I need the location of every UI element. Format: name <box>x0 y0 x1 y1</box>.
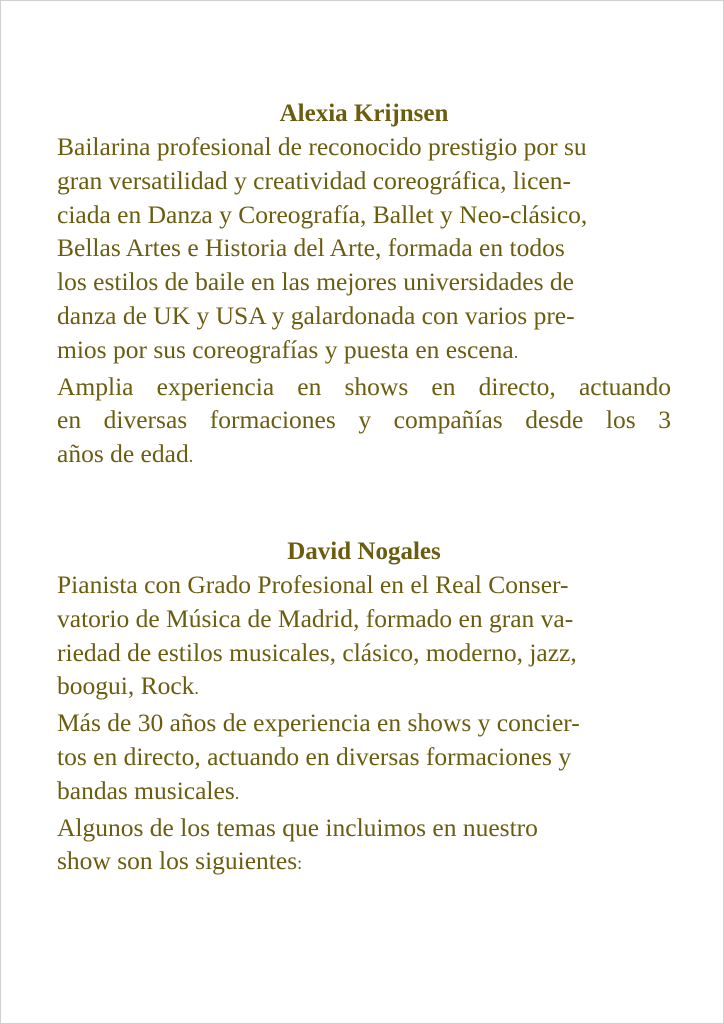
bio-line-justified <box>57 370 671 404</box>
period: . <box>188 446 194 467</box>
bio-line: gran versatilidad y creatividad coreográfica, licen- <box>57 165 571 195</box>
period: . <box>234 782 240 803</box>
bio-alexia <box>57 97 671 474</box>
bio-line-text: bandas musicales <box>57 775 235 805</box>
bio-line-text: boogui, Rock <box>57 671 195 701</box>
bio-line-justified <box>57 403 671 437</box>
bio-david <box>57 535 671 881</box>
bio-line: Más de 30 años de experiencia en shows y concier- <box>57 708 580 738</box>
bio-line <box>57 844 671 881</box>
bio-line <box>57 333 671 370</box>
bio-line: tos en directo, actuando en diversas formaciones y <box>57 741 572 771</box>
bio-line: los estilos de baile en las mejores universidades de <box>57 267 574 297</box>
bio-line-text: años de edad <box>57 439 189 469</box>
colon: : <box>297 853 303 874</box>
bio-line: danza de UK y USA y galardonada con varios pre- <box>57 300 575 330</box>
bio-line-text: en diversas formaciones y compañías desde los 3 <box>57 405 671 435</box>
bio-line: Algunos de los temas que incluimos en nuestro <box>57 812 538 842</box>
bio-line: ciada en Danza y Coreografía, Ballet y Neo-clásico, <box>57 199 588 229</box>
bio-line-text: Amplia experiencia en shows en directo, actuando <box>57 371 671 401</box>
bio-line <box>57 774 671 811</box>
period: . <box>513 341 519 362</box>
bio-name: David Nogales <box>287 538 441 565</box>
bio-line: Pianista con Grado Profesional en el Real Conser- <box>57 570 569 599</box>
bio-line: Bailarina profesional de reconocido prestigio por su <box>57 132 587 161</box>
bio-line: vatorio de Música de Madrid, formado en gran va- <box>57 603 574 633</box>
period: . <box>194 678 199 699</box>
bio-line-text: show son los siguientes <box>57 846 298 876</box>
bio-line: riedad de estilos musicales, clásico, moderno, jazz, <box>57 637 577 667</box>
bio-line: Bellas Artes e Historia del Arte, formada en todos <box>57 233 565 263</box>
bio-line <box>57 437 671 474</box>
bio-name: Alexia Krijnsen <box>279 100 449 127</box>
bio-line <box>57 669 671 706</box>
bio-line-text: mios por sus coreografías y puesta en escena <box>57 334 514 364</box>
